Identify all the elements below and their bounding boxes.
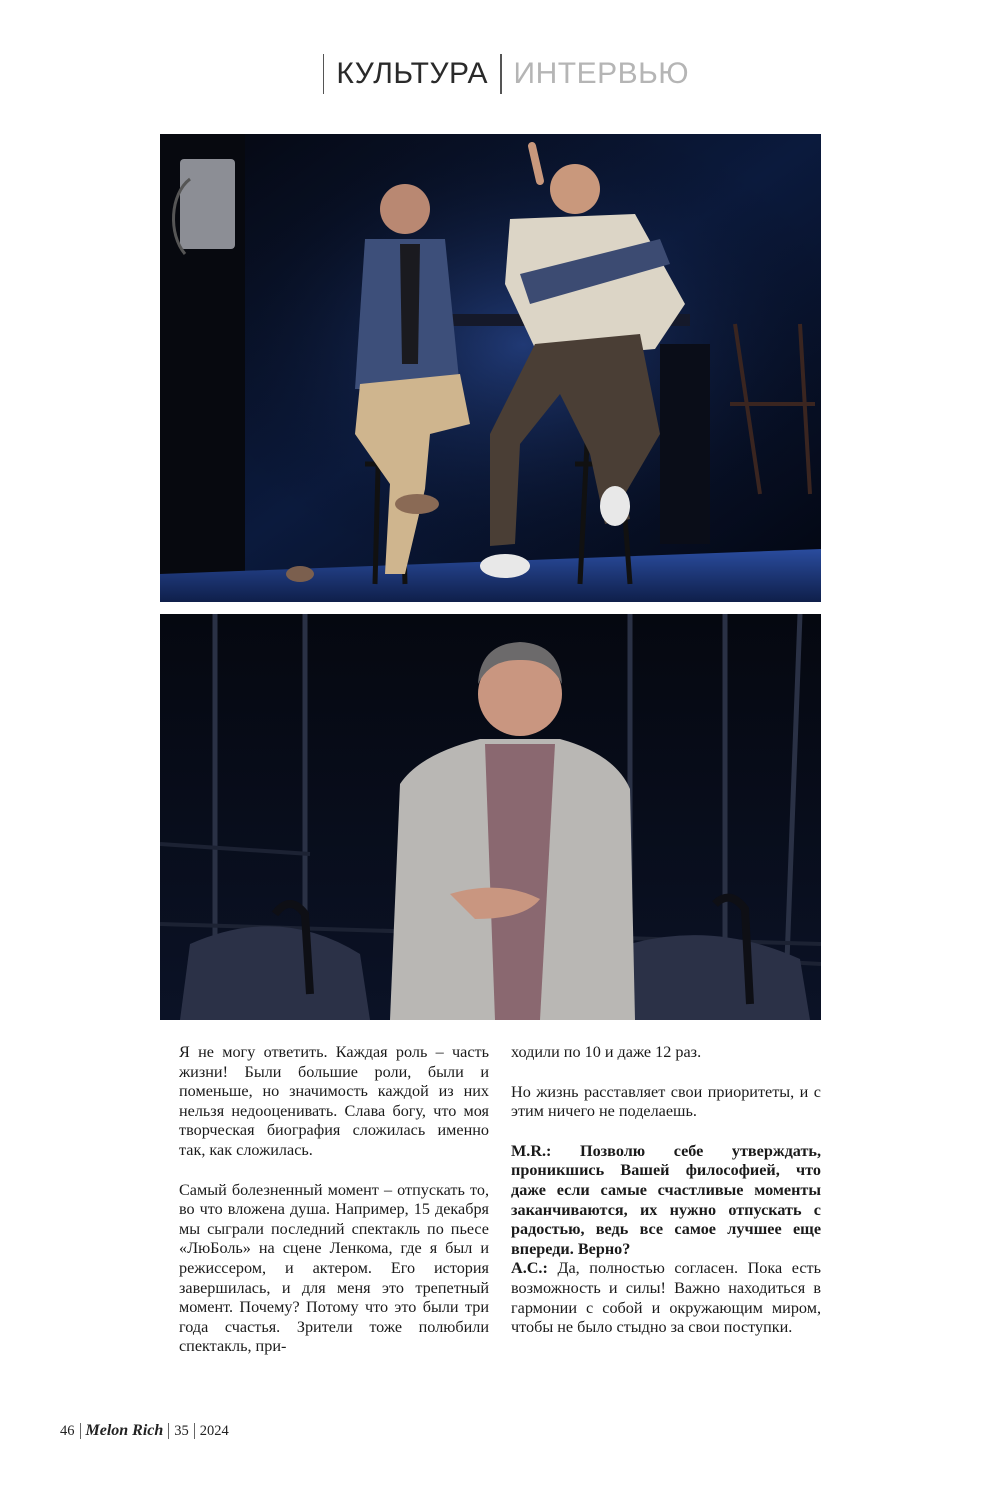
page-footer — [60, 1419, 229, 1443]
interview-question: M.R.: Позволю себе утверждать, проникшись Вашей философией, что даже если самые счастливые моменты заканчиваются, их нужно отпускать с радостью, ведь все самое лучшее еще впереди. Верно? — [511, 1141, 821, 1258]
answer-text: Да, полностью согласен. Пока есть возможность и силы! Важно находиться в гармонии с собой и окружающим миром, чтобы не было стыдно за свои поступки. — [511, 1259, 821, 1337]
body-paragraph: Самый болезненный момент – отпускать то, во что вложена душа. Например, 15 декабря мы сыграли последний спектакль по пьесе «ЛюБоль» на сцене Ленкома, где я был и режиссером, и актером. Его история завершилась, и для меня это трепетный момент. Почему? Потому что это были три года счастья. Зрители тоже полюбили спектакль, при- — [179, 1180, 489, 1356]
footer-divider — [168, 1423, 169, 1439]
subsection-title: ИНТЕРВЬЮ — [513, 57, 690, 90]
page-number: 46 — [60, 1422, 75, 1439]
header-divider — [323, 54, 325, 94]
magazine-logo: Melon Rich — [85, 1422, 164, 1439]
footer-divider — [194, 1423, 195, 1439]
body-paragraph: ходили по 10 и даже 12 раз. — [511, 1043, 702, 1061]
article-column-right — [511, 1043, 821, 1358]
stage-photo-two-actors — [160, 134, 821, 602]
body-paragraph: Но жизнь расставляет свои приоритеты, и с этим ничего не поделаешь. — [511, 1082, 821, 1121]
section-header — [0, 50, 1000, 98]
issue-number: 35 — [174, 1422, 189, 1439]
portrait-photo-speaker — [160, 614, 821, 1020]
header-divider — [500, 54, 502, 94]
interview-answer — [511, 1259, 821, 1337]
article-column-left — [179, 1043, 489, 1377]
answer-prefix: А.С.: — [511, 1259, 548, 1278]
body-paragraph: Я не могу ответить. Каждая роль – часть жизни! Были большие роли, были и поменьше, но значимость каждой из них нельзя недооценивать. Слава богу, что моя творческая биография сложилась именно так, как сложилась. — [179, 1043, 489, 1159]
section-title: КУЛЬТУРА — [336, 57, 489, 90]
footer-divider — [80, 1423, 81, 1439]
issue-year: 2024 — [199, 1422, 229, 1439]
